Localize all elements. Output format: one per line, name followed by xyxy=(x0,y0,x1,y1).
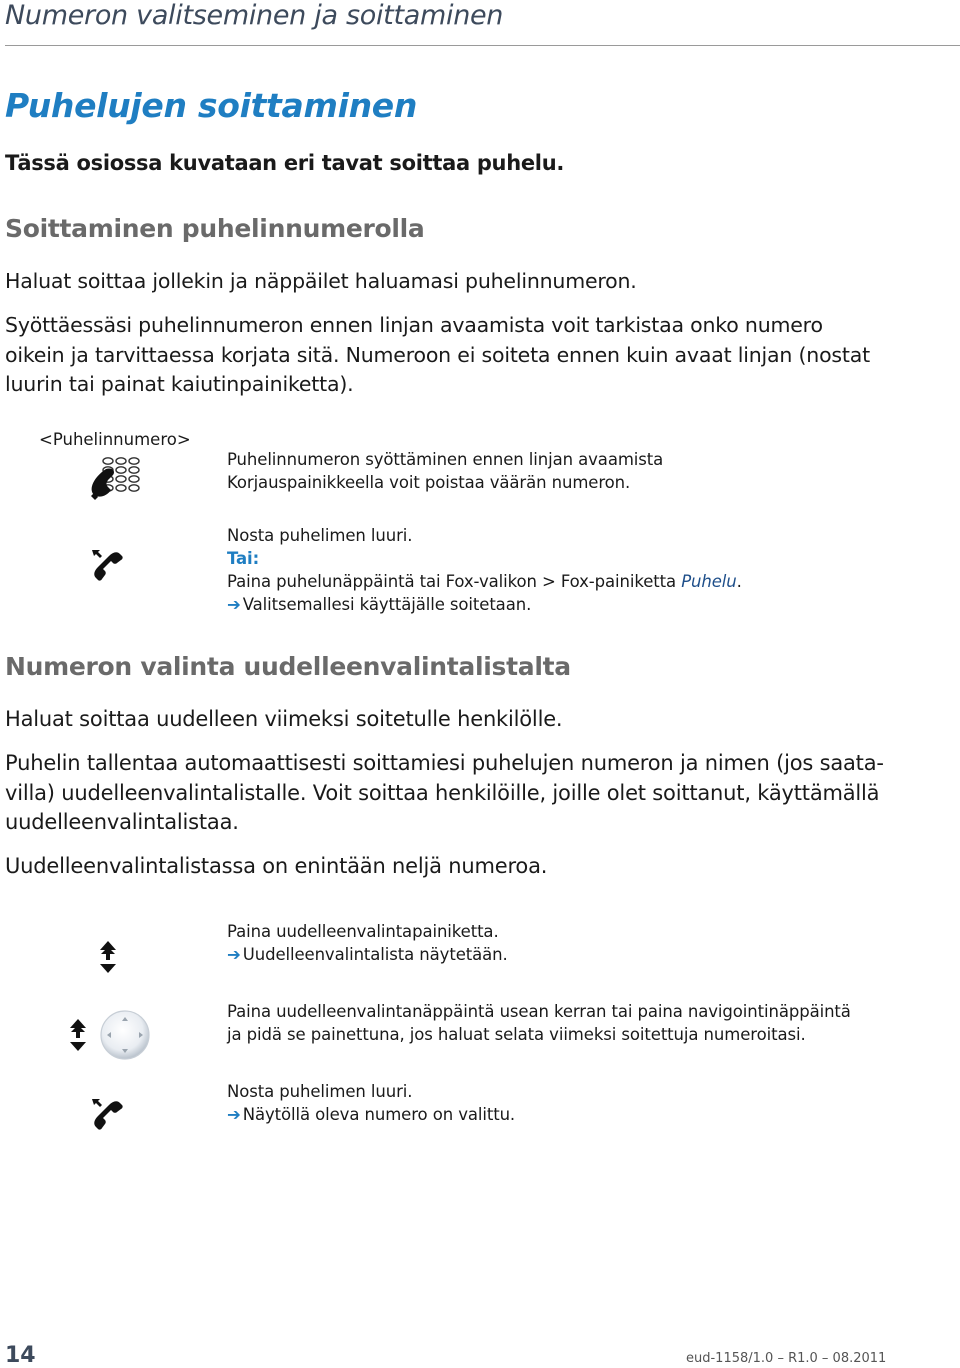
step-text: Puhelinnumeron syöttäminen ennen linjan avaamista Korjauspainikkeella voit poistaa väärän numeron. xyxy=(227,450,664,492)
subheading-phone-number: Soittaminen puhelinnumerolla xyxy=(5,214,425,243)
step-text: Nosta puhelimen luuri. Tai: Paina puhelunäppäintä tai Fox-valikon > Fox-painiketta Puhelu. ➔ Valitsemallesi käyttäjälle soitetaan. xyxy=(227,526,742,614)
keypad-icon xyxy=(86,455,144,501)
section-intro: Tässä osiossa kuvataan eri tavat soittaa puhelu. xyxy=(5,151,565,175)
handset-icon xyxy=(90,1097,126,1133)
step-text: Paina uudelleenvalintanäppäintä usean kerran tai paina navigointinäppäintä ja pidä se painettuna, jos haluat selata viimeksi soitettuja numeroitasi. xyxy=(227,1002,851,1044)
handset-icon xyxy=(90,548,126,584)
page-number: 14 xyxy=(5,1343,36,1368)
result-arrow-icon: ➔ xyxy=(227,1105,241,1124)
step-text: Nosta puhelimen luuri. ➔ Näytöllä oleva numero on valittu. xyxy=(227,1082,516,1124)
paragraph: Puhelin tallentaa automaattisesti soittamiesi puhelujen numeron ja nimen (jos saata- villa) uudelleenvalintalistalle. Voit soittaa henkilöille, joille olet soittanut, käyttämällä uudelleenvalintalistaa. xyxy=(5,751,884,834)
paragraph: Syöttäessäsi puhelinnumeron ennen linjan avaamista voit tarkistaa onko numero oikein ja tarvittaessa korjata sitä. Numeroon ei soiteta ennen kuin avaat linjan (nostat luurin tai painat kaiutinpainiketta). xyxy=(5,313,870,396)
or-label: Tai: xyxy=(227,549,260,568)
redial-icon xyxy=(66,1018,90,1052)
paragraph: Haluat soittaa uudelleen viimeksi soitetulle henkilölle. xyxy=(5,707,563,731)
page-title: Puhelujen soittaminen xyxy=(5,86,418,125)
navigation-key-icon xyxy=(98,1008,152,1062)
result-arrow-icon: ➔ xyxy=(227,595,241,614)
subheading-redial-list: Numeron valinta uudelleenvalintalistalta xyxy=(5,652,571,681)
soft-key-label: Puhelu xyxy=(681,572,737,591)
result-arrow-icon: ➔ xyxy=(227,945,241,964)
redial-icon xyxy=(96,940,120,974)
document-id: eud-1158/1.0 – R1.0 – 08.2011 xyxy=(686,1351,887,1366)
paragraph: Haluat soittaa jollekin ja näppäilet haluamasi puhelinnumeron. xyxy=(5,269,637,293)
step-text: Paina uudelleenvalintapainiketta. ➔ Uudelleenvalintalista näytetään. xyxy=(227,922,508,964)
paragraph: Uudelleenvalintalistassa on enintään neljä numeroa. xyxy=(5,854,548,878)
key-label: <Puhelinnumero> xyxy=(39,430,191,449)
chapter-title: Numeron valitseminen ja soittaminen xyxy=(5,0,504,31)
header-divider xyxy=(5,45,960,46)
